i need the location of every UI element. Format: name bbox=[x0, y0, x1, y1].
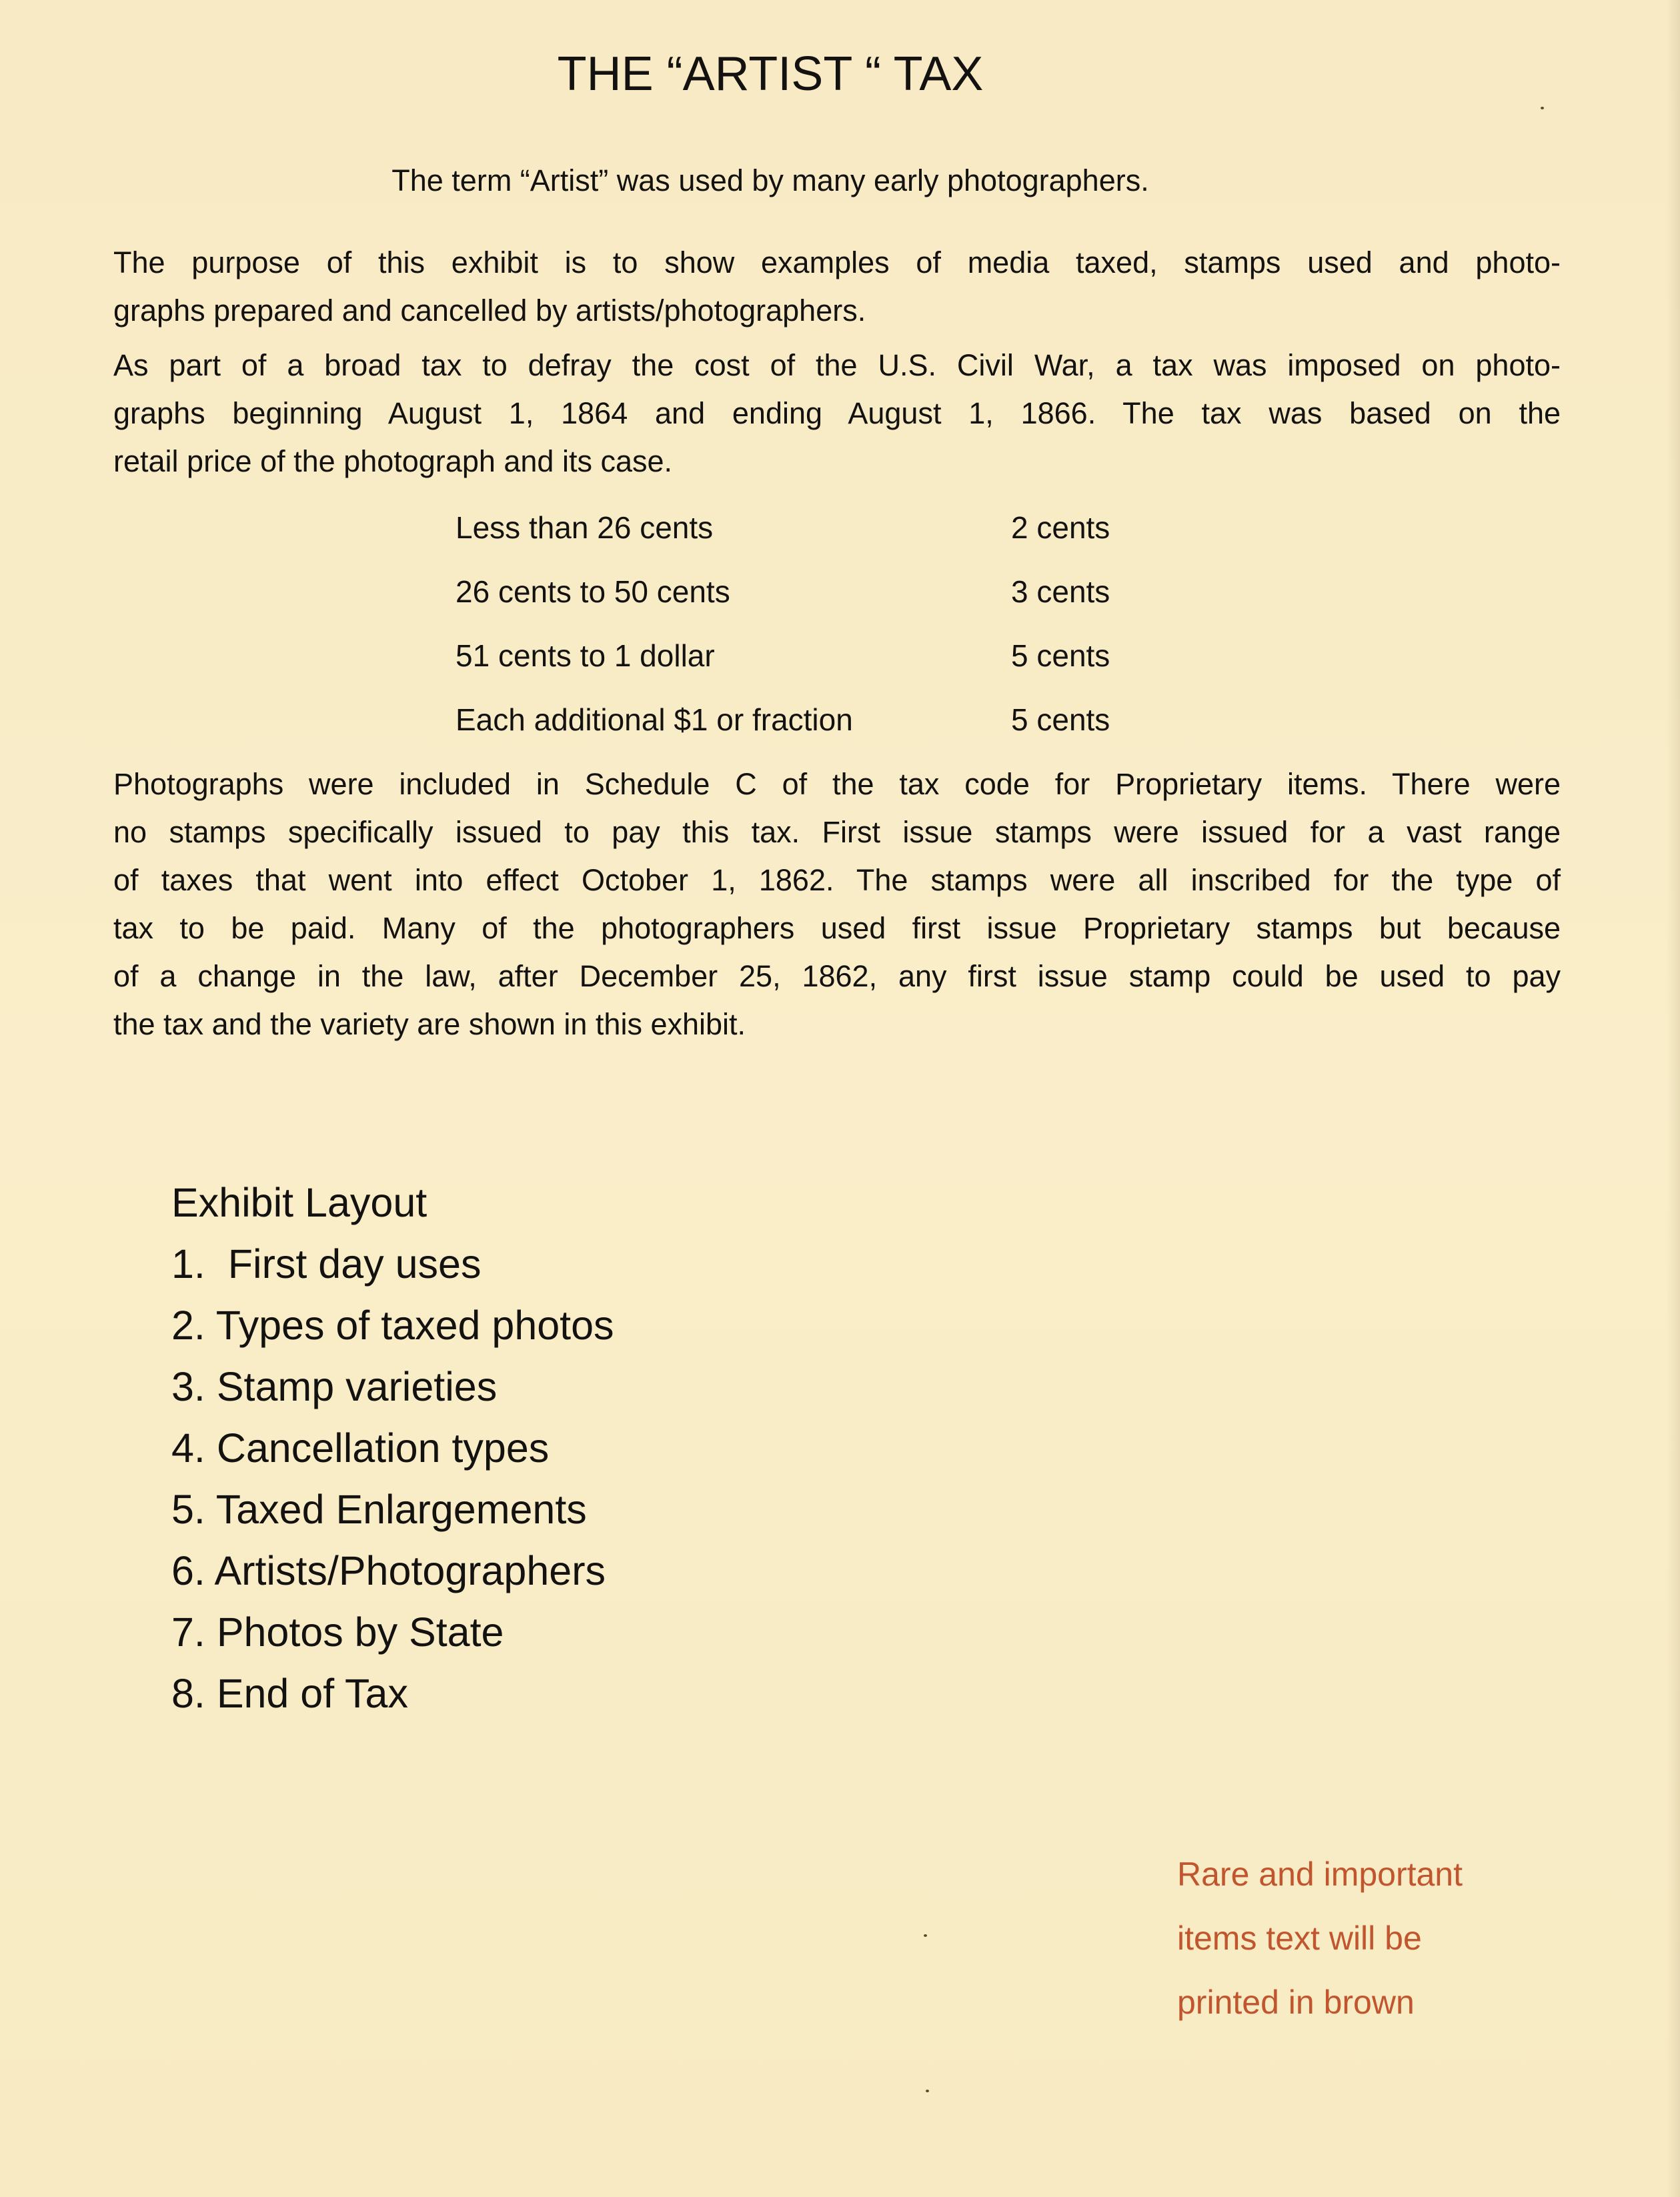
schedule-paragraph bbox=[113, 760, 1561, 1048]
paragraph-line: graphs prepared and cancelled by artists/photographers. bbox=[113, 293, 866, 327]
price-range: Each additional $1 or fraction bbox=[456, 702, 853, 737]
paragraph-line: tax to be paid. Many of the photographers used first issue Proprietary stamps but because bbox=[113, 911, 1561, 945]
tax-amount: 3 cents bbox=[1011, 574, 1110, 609]
exhibit-layout-item: 4. Cancellation types bbox=[171, 1425, 550, 1471]
paragraph-line: graphs beginning August 1, 1864 and ending August 1, 1866. The tax was based on the bbox=[113, 396, 1561, 430]
paragraph-line: The purpose of this exhibit is to show examples of media taxed, stamps used and photo- bbox=[113, 245, 1561, 279]
page-title: THE “ARTIST “ TAX bbox=[557, 47, 984, 101]
exhibit-layout-item: 1. First day uses bbox=[171, 1241, 482, 1287]
tax-rate-row bbox=[456, 568, 1189, 632]
exhibit-layout-item: 3. Stamp varieties bbox=[171, 1364, 498, 1409]
tax-rate-table bbox=[456, 504, 1189, 760]
note-line: items text will be bbox=[1177, 1920, 1422, 1957]
paragraph-line: of taxes that went into effect October 1, 1862. The stamps were all inscribed for the type of bbox=[113, 863, 1561, 897]
exhibit-layout-item: 8. End of Tax bbox=[171, 1671, 408, 1716]
tax-amount: 5 cents bbox=[1011, 638, 1110, 673]
tax-rate-row bbox=[456, 696, 1189, 760]
page-subtitle: The term “Artist” was used by many early photographers. bbox=[391, 163, 1149, 197]
tax-rate-row bbox=[456, 632, 1189, 696]
price-range: 26 cents to 50 cents bbox=[456, 574, 730, 609]
note-line: printed in brown bbox=[1177, 1984, 1415, 2021]
exhibit-layout-item: 5. Taxed Enlargements bbox=[171, 1487, 587, 1532]
paper-speck bbox=[926, 2090, 929, 2092]
paragraph-line: Photographs were included in Schedule C of the tax code for Proprietary items. There were bbox=[113, 767, 1561, 801]
paragraph-line: the tax and the variety are shown in this exhibit. bbox=[113, 1007, 746, 1041]
exhibit-layout-item: 7. Photos by State bbox=[171, 1609, 504, 1655]
price-range: Less than 26 cents bbox=[456, 510, 714, 545]
paragraph-line: no stamps specifically issued to pay this tax. First issue stamps were issued for a vast range bbox=[113, 815, 1561, 849]
tax-amount: 5 cents bbox=[1011, 702, 1110, 737]
brown-text-note bbox=[1177, 1842, 1463, 2034]
price-range: 51 cents to 1 dollar bbox=[456, 638, 715, 673]
exhibit-layout-item: 2. Types of taxed photos bbox=[171, 1303, 614, 1348]
tax-rate-row bbox=[456, 504, 1189, 568]
exhibit-layout-heading: Exhibit Layout bbox=[171, 1180, 428, 1225]
paper-speck bbox=[924, 1934, 927, 1937]
paper-speck bbox=[1541, 107, 1544, 109]
paragraph-line: As part of a broad tax to defray the cost of the U.S. Civil War, a tax was imposed on photo- bbox=[113, 348, 1561, 382]
exhibit-layout-item: 6. Artists/Photographers bbox=[171, 1548, 606, 1593]
paragraph-line: of a change in the law, after December 25, 1862, any first issue stamp could be used to pay bbox=[113, 959, 1561, 993]
history-paragraph bbox=[113, 341, 1561, 486]
purpose-paragraph bbox=[113, 239, 1561, 335]
paragraph-line: retail price of the photograph and its case. bbox=[113, 444, 673, 478]
tax-amount: 2 cents bbox=[1011, 510, 1110, 545]
page-edge-shadow bbox=[1667, 0, 1680, 2197]
exhibit-layout-list bbox=[171, 1172, 614, 1724]
note-line: Rare and important bbox=[1177, 1856, 1463, 1893]
